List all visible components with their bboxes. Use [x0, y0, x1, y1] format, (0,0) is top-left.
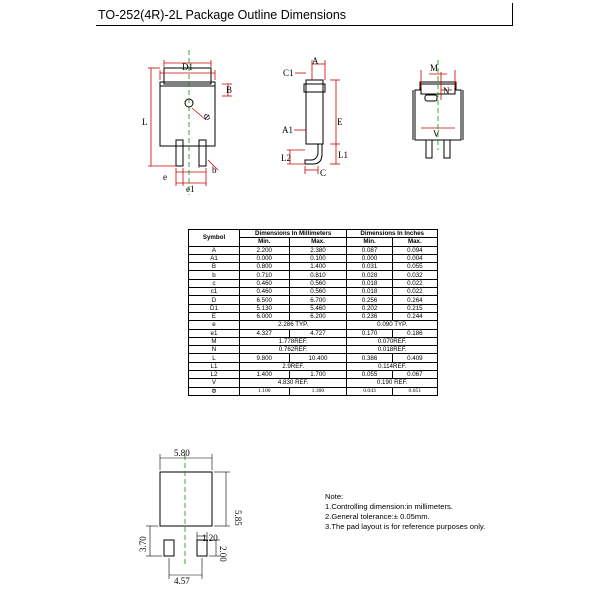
table-row: [189, 246, 438, 254]
table-cell: L2: [189, 371, 240, 379]
table-cell: 0.043: [347, 387, 392, 395]
table-cell: 0.100: [289, 254, 347, 262]
label-c: C: [320, 168, 327, 178]
table-cell: 6.700: [289, 296, 347, 304]
side-tab: [304, 84, 325, 92]
table-row: [189, 321, 438, 329]
table-cell: 6.000: [240, 312, 290, 320]
table-cell: V: [189, 379, 240, 387]
pad-layout: [160, 472, 212, 556]
table-cell: 0.114REF.: [347, 362, 438, 370]
label-l: L: [142, 117, 148, 127]
mm-group-header: Dimensions In Millimeters: [240, 230, 347, 238]
table-cell: 0.087: [347, 246, 392, 254]
note-line: 3.The pad layout is for reference purposes only.: [325, 522, 486, 531]
table-cell: 9.800: [240, 354, 290, 362]
table-cell: 0.031: [347, 263, 392, 271]
table-row: [189, 254, 438, 262]
table-row: [189, 346, 438, 354]
label-b: B: [226, 85, 233, 95]
table-cell: 0.202: [347, 304, 392, 312]
table-cell: 0.028: [347, 271, 392, 279]
notes-heading: Note:: [325, 492, 344, 501]
table-cell: L: [189, 354, 240, 362]
table-cell: 1.778REF.: [240, 337, 347, 345]
table-cell: 0.000: [347, 254, 392, 262]
table-cell: 0.460: [240, 288, 290, 296]
table-cell: 0.256: [347, 296, 392, 304]
in-min-header: Min.: [347, 238, 392, 246]
table-cell: 6.200: [289, 312, 347, 320]
table-row: [189, 263, 438, 271]
table-cell: 2.380: [289, 246, 347, 254]
table-cell: 0.067: [392, 371, 437, 379]
side-view-dimensions: [287, 60, 340, 174]
table-cell: 0.710: [240, 271, 290, 279]
table-cell: B: [189, 263, 240, 271]
table-cell: 0.386: [347, 354, 392, 362]
table-cell: 0.018: [347, 279, 392, 287]
table-cell: 4.327: [240, 329, 290, 337]
table-row: [189, 304, 438, 312]
label-phi: Φ: [201, 111, 213, 123]
table-cell: 4.727: [289, 329, 347, 337]
table-cell: 0.800: [240, 263, 290, 271]
dimensions-table: [188, 229, 438, 396]
table-cell: 0.186: [392, 329, 437, 337]
pad-width-label: 5.80: [174, 448, 190, 458]
front-view-dimensions: [148, 60, 232, 186]
table-cell: 0.170: [347, 329, 392, 337]
page-title: TO-252(4R)-2L Package Outline Dimensions: [98, 8, 347, 22]
table-cell: 0.032: [392, 271, 437, 279]
table-cell: 0.236: [347, 312, 392, 320]
table-cell: 0.264: [392, 296, 437, 304]
notes: [325, 492, 485, 532]
table-cell: 0.018REF.: [347, 346, 438, 354]
lead-left-stub: [176, 140, 183, 146]
label-a: A: [312, 56, 319, 66]
table-row: [189, 337, 438, 345]
table-cell: 0.090 TYP.: [347, 321, 438, 329]
table-cell: 0.051: [392, 387, 437, 395]
lead-right: [199, 146, 206, 166]
table-row: [189, 279, 438, 287]
table-row: [189, 379, 438, 387]
table-cell: 0.094: [392, 246, 437, 254]
label-a1: A1: [282, 125, 293, 135]
label-d1: D1: [182, 62, 193, 72]
back-lead-left: [426, 140, 432, 158]
table-cell: c: [189, 279, 240, 287]
table-cell: 4.830 REF.: [240, 379, 347, 387]
table-cell: 0.055: [392, 263, 437, 271]
table-cell: D: [189, 296, 240, 304]
table-cell: b: [189, 271, 240, 279]
table-cell: 5.130: [240, 304, 290, 312]
label-e: e: [163, 172, 167, 182]
table-cell: 10.400: [289, 354, 347, 362]
table-row: [189, 387, 438, 395]
side-view: [304, 80, 325, 164]
back-lead-right: [444, 140, 450, 158]
table-cell: 0.460: [240, 279, 290, 287]
pad-left: [164, 540, 174, 556]
table-cell: A: [189, 246, 240, 254]
table-row: [189, 329, 438, 337]
table-cell: 1.400: [289, 263, 347, 271]
dimensions-table-body: [189, 246, 438, 395]
table-cell: c1: [189, 288, 240, 296]
label-l1: L1: [338, 150, 348, 160]
table-cell: 0.018: [347, 288, 392, 296]
side-lead: [305, 144, 322, 164]
table-cell: 0.190 REF.: [347, 379, 438, 387]
table-cell: e1: [189, 329, 240, 337]
label-e1: e1: [186, 184, 195, 194]
table-cell: 2.200: [240, 246, 290, 254]
label-c1: C1: [283, 68, 294, 78]
table-cell: 0.762REF.: [240, 346, 347, 354]
table-cell: 0.409: [392, 354, 437, 362]
note-line: 1.Controlling dimension:in millimeters.: [325, 502, 453, 511]
table-cell: 2.9REF.: [240, 362, 347, 370]
lead-right-stub: [199, 140, 206, 146]
pad-pitch-label: 4.57: [174, 576, 190, 586]
table-cell: 0.022: [392, 288, 437, 296]
mm-max-header: Max.: [289, 238, 347, 246]
pad-height-label: 5.85: [233, 510, 243, 526]
table-cell: 0.560: [289, 279, 347, 287]
table-row: [189, 296, 438, 304]
table-cell: e: [189, 321, 240, 329]
lead-left: [176, 146, 183, 166]
table-cell: E: [189, 312, 240, 320]
table-cell: 1.300: [289, 387, 347, 395]
label-v: V: [433, 129, 440, 139]
table-cell: L1: [189, 362, 240, 370]
table-row: [189, 288, 438, 296]
table-cell: Φ: [189, 387, 240, 395]
pad-layout-dimensions: [146, 454, 230, 579]
pad-width-small-label: 1.20: [202, 533, 218, 543]
mm-min-header: Min.: [240, 238, 290, 246]
inch-group-header: Dimensions In Inches: [347, 230, 438, 238]
table-row: [189, 354, 438, 362]
table-row: [189, 312, 438, 320]
label-l2: L2: [281, 153, 291, 163]
label-n: N: [443, 86, 450, 96]
pad-left-label: 3.70: [138, 536, 148, 552]
table-cell: 5.460: [289, 304, 347, 312]
table-cell: 0.810: [289, 271, 347, 279]
table-cell: 0.070REF.: [347, 337, 438, 345]
label-e-body: E: [337, 117, 343, 127]
table-cell: 0.215: [392, 304, 437, 312]
label-b-lead: b: [212, 165, 217, 175]
table-cell: 1.400: [240, 371, 290, 379]
note-line: 2.General tolerance:± 0.05mm.: [325, 512, 430, 521]
table-cell: 0.244: [392, 312, 437, 320]
table-cell: 0.000: [240, 254, 290, 262]
symbol-header: Symbol: [189, 230, 240, 247]
table-cell: D1: [189, 304, 240, 312]
pad-height-small-label: 2.00: [218, 546, 228, 562]
table-row: [189, 362, 438, 370]
label-m: M: [430, 63, 439, 73]
table-cell: 0.055: [347, 371, 392, 379]
table-cell: 1.700: [289, 371, 347, 379]
table-cell: A1: [189, 254, 240, 262]
table-cell: 6.500: [240, 296, 290, 304]
table-cell: M: [189, 337, 240, 345]
table-cell: 0.560: [289, 288, 347, 296]
table-row: [189, 271, 438, 279]
table-row: [189, 371, 438, 379]
side-body: [306, 80, 323, 144]
table-cell: 0.004: [392, 254, 437, 262]
in-max-header: Max.: [392, 238, 437, 246]
table-cell: 1.100: [240, 387, 290, 395]
table-cell: N: [189, 346, 240, 354]
table-cell: 2.286 TYP.: [240, 321, 347, 329]
pad-large: [160, 472, 212, 526]
table-cell: 0.022: [392, 279, 437, 287]
back-slot: [425, 95, 437, 101]
